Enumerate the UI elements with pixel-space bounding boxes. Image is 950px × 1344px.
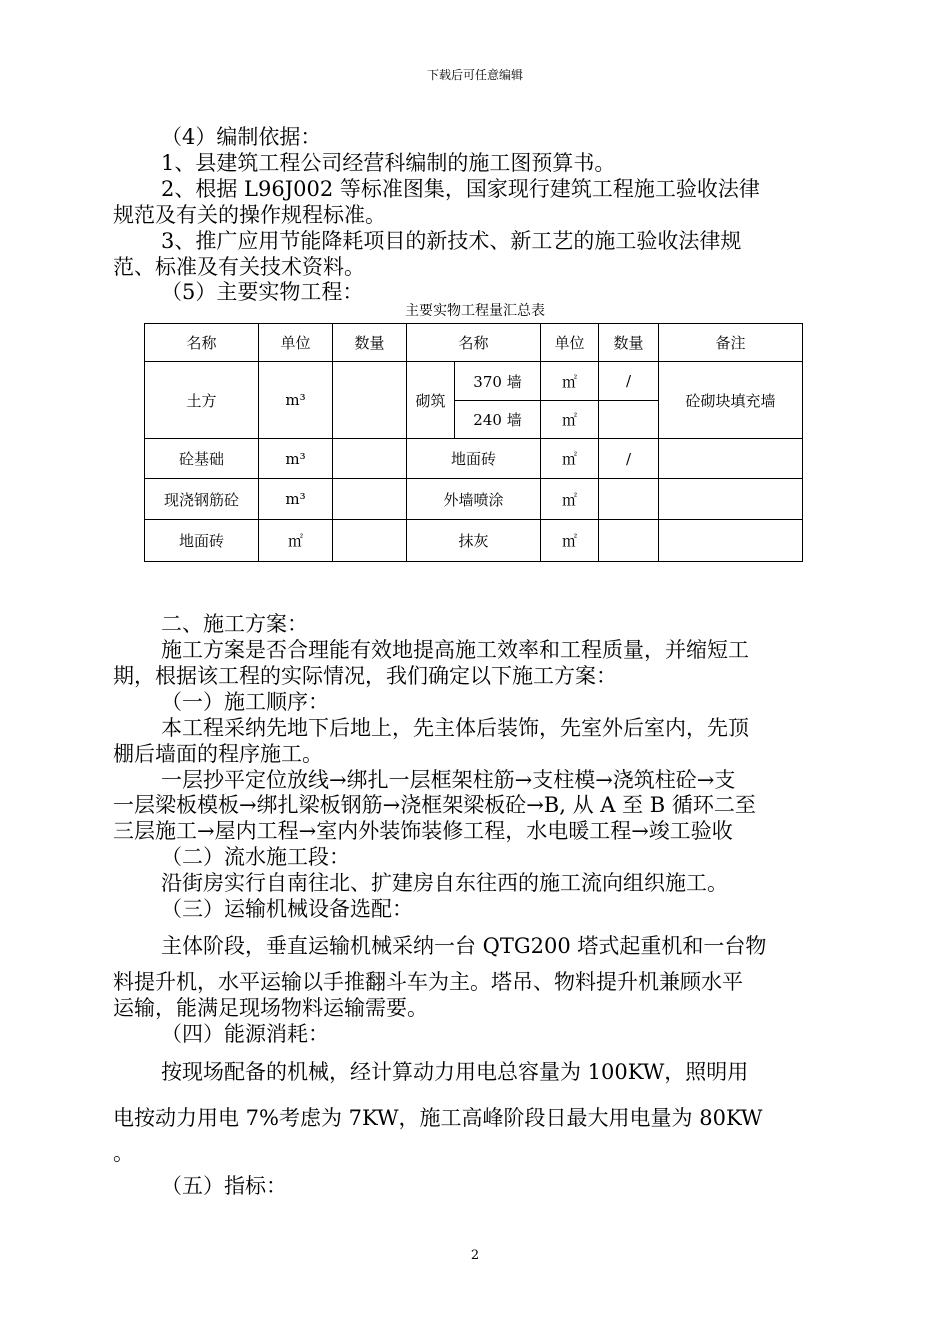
paragraph-line: 棚后墙面的程序施工。 <box>113 742 323 766</box>
table-cell: 砼砌块填充墙 <box>659 362 803 439</box>
paragraph-line: 一层梁板模板→绑扎梁板钢筋→浇框架梁板砼→B, 从 A 至 B 循环二至 <box>113 793 756 817</box>
paragraph-line: 三层施工→屋内工程→室内外装饰装修工程，水电暖工程→竣工验收 <box>113 819 733 843</box>
table-cell <box>599 401 659 439</box>
table-cell <box>333 479 407 520</box>
paragraph-line: 本工程采纳先地下后地上，先主体后装饰，先室外后室内，先顶 <box>161 716 749 740</box>
section-plan-heading: 二、施工方案： <box>161 612 308 636</box>
paragraph-line: 沿街房实行自南往北、扩建房自东往西的施工流向组织施工。 <box>161 871 728 895</box>
paragraph-line: 1、县建筑工程公司经营科编制的施工图预算书。 <box>161 151 616 175</box>
header-cell: 数量 <box>333 324 407 362</box>
paragraph-line: 按现场配备的机械，经计算动力用电总容量为 100KW，照明用 <box>161 1060 749 1084</box>
page-header: 下载后可任意编辑 <box>426 68 523 82</box>
table-row <box>145 439 803 479</box>
table-cell: 外墙喷涂 <box>407 479 541 520</box>
subsection-heading: （五）指标： <box>161 1174 287 1198</box>
table-cell: ㎡ <box>541 439 599 479</box>
paragraph-line: 。 <box>113 1141 134 1165</box>
paragraph-line: 期，根据该工程的实际情况，我们确定以下施工方案： <box>113 664 617 688</box>
table-cell: / <box>599 439 659 479</box>
table-cell: ㎡ <box>541 362 599 401</box>
table-cell: / <box>599 362 659 401</box>
table-cell: ㎡ <box>541 479 599 520</box>
paragraph-line: 规范及有关的操作规程标准。 <box>113 203 386 227</box>
header-cell: 数量 <box>599 324 659 362</box>
header-cell: 单位 <box>259 324 333 362</box>
table-cell: m³ <box>259 362 333 439</box>
table-cell: m³ <box>259 439 333 479</box>
table-header-row <box>145 324 803 362</box>
table-row <box>145 362 803 401</box>
table-cell <box>599 479 659 520</box>
table-cell <box>659 479 803 520</box>
header-cell: 名称 <box>407 324 541 362</box>
section-basis-heading: （4）编制依据： <box>161 125 322 149</box>
subsection-heading: （一）施工顺序： <box>161 690 329 714</box>
subsection-heading: （四）能源消耗： <box>161 1022 329 1046</box>
table-cell: 240 墙 <box>455 401 541 439</box>
section-works-heading: （5）主要实物工程： <box>161 280 364 304</box>
table-caption: 主要实物工程量汇总表 <box>405 303 545 319</box>
table-cell: ㎡ <box>541 401 599 439</box>
table-cell: 砌筑 <box>407 362 455 439</box>
subsection-heading: （二）流水施工段： <box>161 845 350 869</box>
table-cell <box>659 520 803 562</box>
table-cell: 地面砖 <box>407 439 541 479</box>
table-cell: 砼基础 <box>145 439 259 479</box>
table-cell <box>333 520 407 562</box>
table-cell: m³ <box>259 479 333 520</box>
table-cell <box>599 520 659 562</box>
paragraph-line: 主体阶段，垂直运输机械采纳一台 QTG200 塔式起重机和一台物 <box>161 934 767 958</box>
header-cell: 单位 <box>541 324 599 362</box>
paragraph-line: 施工方案是否合理能有效地提高施工效率和工程质量，并缩短工 <box>161 638 749 662</box>
table-cell: ㎡ <box>259 520 333 562</box>
paragraph-line: 电按动力用电 7%考虑为 7KW，施工高峰阶段日最大用电量为 80KW <box>113 1106 763 1130</box>
quantity-summary-table <box>144 323 803 562</box>
paragraph-line: 运输，能满足现场物料运输需要。 <box>113 996 428 1020</box>
table-cell: ㎡ <box>541 520 599 562</box>
table-cell: 现浇钢筋砼 <box>145 479 259 520</box>
table-cell: 370 墙 <box>455 362 541 401</box>
table-cell <box>333 439 407 479</box>
header-cell: 名称 <box>145 324 259 362</box>
table-row <box>145 479 803 520</box>
subsection-heading: （三）运输机械设备选配： <box>161 897 413 921</box>
paragraph-line: 一层抄平定位放线→绑扎一层框架柱筋→支柱模→浇筑柱砼→支 <box>161 768 736 792</box>
paragraph-line: 2、根据 L96J002 等标准图集，国家现行建筑工程施工验收法律 <box>161 177 760 201</box>
table-cell: 地面砖 <box>145 520 259 562</box>
table-cell <box>333 362 407 439</box>
paragraph-line: 范、标准及有关技术资料。 <box>113 255 365 279</box>
table-cell <box>659 439 803 479</box>
page-number: 2 <box>470 1248 480 1263</box>
table-cell: 抹灰 <box>407 520 541 562</box>
table-row <box>145 520 803 562</box>
table-cell: 土方 <box>145 362 259 439</box>
header-cell: 备注 <box>659 324 803 362</box>
paragraph-line: 3、推广应用节能降耗项目的新技术、新工艺的施工验收法律规 <box>161 229 742 253</box>
paragraph-line: 料提升机，水平运输以手推翻斗车为主。塔吊、物料提升机兼顾水平 <box>113 970 743 994</box>
